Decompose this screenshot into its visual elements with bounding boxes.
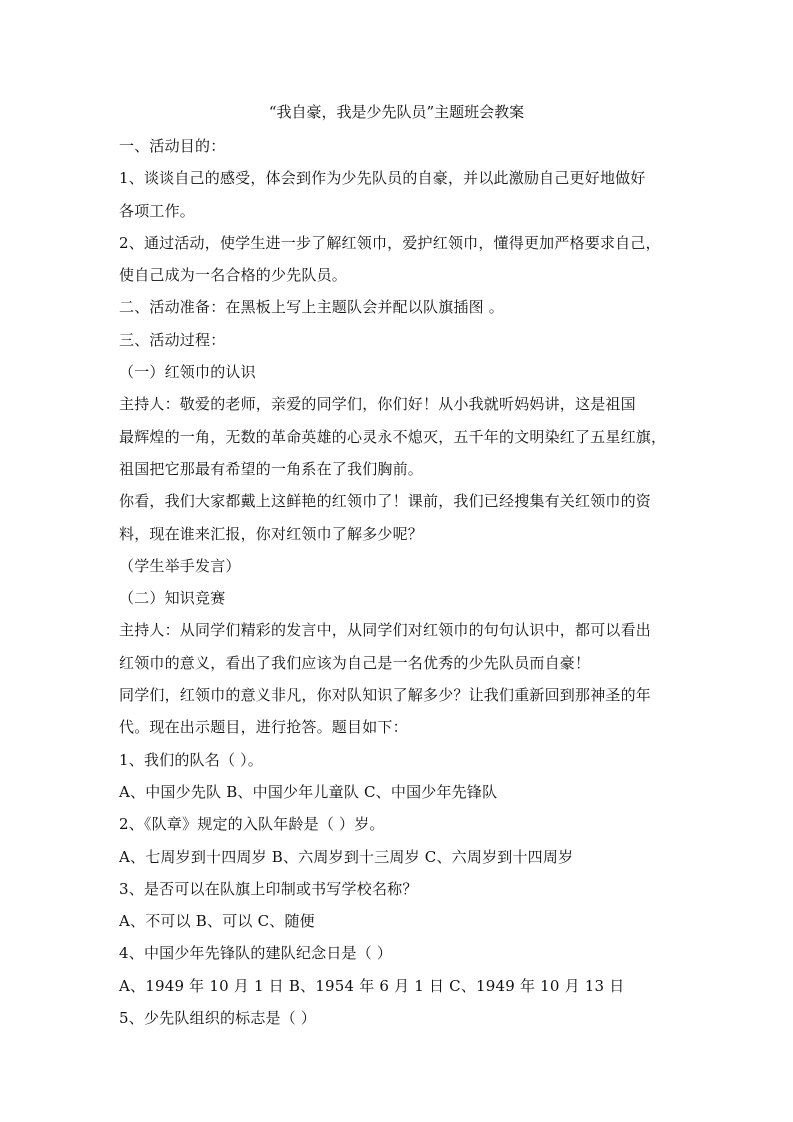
paragraph-line: A、1949 年 10 月 1 日 B、1954 年 6 月 1 日 C、1949 年 10 月 13 日 — [119, 976, 625, 995]
paragraph-line: 料，现在谁来汇报，你对红领巾了解多少呢？ — [119, 524, 424, 543]
paragraph-line: A、七周岁到十四周岁 B、六周岁到十三周岁 C、六周岁到十四周岁 — [119, 847, 574, 866]
paragraph-line: 三、活动过程： — [119, 330, 226, 349]
paragraph-line: 最辉煌的一角，无数的革命英雄的心灵永不熄灭，五千年的文明染红了五星红旗， — [119, 427, 667, 446]
paragraph-line: 主持人：从同学们精彩的发言中，从同学们对红领巾的句句认识中，都可以看出 — [119, 621, 652, 640]
paragraph-line: （一）红领巾的认识 — [119, 363, 256, 382]
paragraph-line: 祖国把它那最有希望的一角系在了我们胸前。 — [119, 459, 424, 478]
paragraph-line: 1、谈谈自己的感受，体会到作为少先队员的自豪，并以此激励自己更好地做好 — [119, 169, 646, 188]
paragraph-line: 2、通过活动，使学生进一步了解红领巾，爱护红领巾，懂得更加严格要求自己， — [119, 233, 661, 252]
paragraph-line: 一、活动目的： — [119, 137, 226, 155]
paragraph-line: 4、中国少年先锋队的建队纪念日是（ ） — [119, 944, 393, 963]
paragraph-line: 二、活动准备：在黑板上写上主题队会并配以队旗插图 。 — [119, 298, 504, 317]
paragraph-line: 红领巾的意义，看出了我们应该为自己是一名优秀的少先队员而自豪！ — [119, 653, 591, 672]
paragraph-line: 3、是否可以在队旗上印制或书写学校名称？ — [119, 879, 418, 898]
paragraph-line: 1、我们的队名（ ）。 — [119, 750, 264, 769]
paragraph-line: （二）知识竞赛 — [119, 589, 226, 608]
paragraph-line: 各项工作。 — [119, 201, 196, 220]
paragraph-line: 同学们，红领巾的意义非凡，你对队知识了解多少？让我们重新回到那神圣的年 — [119, 686, 652, 705]
paragraph-line: 主持人：敬爱的老师，亲爱的同学们，你们好！从小我就听妈妈讲，这是祖国 — [119, 395, 636, 414]
paragraph-line: （学生举手发言） — [119, 556, 241, 575]
paragraph-line: A、不可以 B、可以 C、随便 — [119, 912, 315, 931]
paragraph-line: 使自己成为一名合格的少先队员。 — [119, 266, 348, 285]
paragraph-line: 5、少先队组织的标志是（ ） — [119, 1009, 317, 1028]
paragraph-line: A、中国少先队 B、中国少年儿童队 C、中国少年先锋队 — [119, 782, 498, 801]
paragraph-line: 代。现在出示题目，进行抢答。题目如下： — [119, 718, 408, 737]
document-body — [119, 130, 679, 1034]
paragraph-line: 2、《队章》规定的入队年龄是（ ）岁。 — [119, 815, 385, 834]
paragraph-line: 你看，我们大家都戴上这鲜艳的红领巾了！课前，我们已经搜集有关红领巾的资 — [119, 492, 652, 511]
document-title: “我自豪，我是少先队员”主题班会教案 — [268, 103, 525, 121]
